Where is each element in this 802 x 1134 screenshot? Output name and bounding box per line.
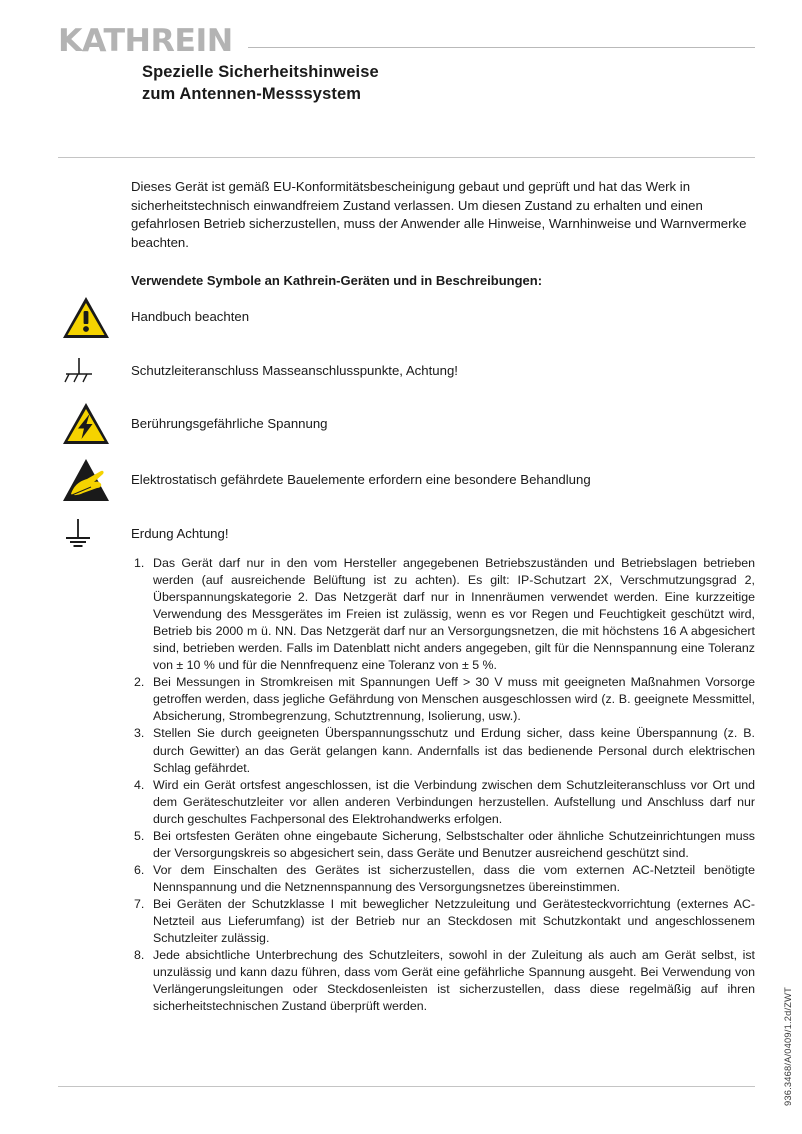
page-title-line-2: zum Antennen-Messsystem bbox=[142, 84, 361, 103]
intro-section bbox=[131, 178, 755, 288]
list-item-number: 4. bbox=[134, 777, 145, 792]
list-item-number: 6. bbox=[134, 862, 145, 877]
list-item bbox=[131, 725, 755, 776]
symbol-legend-list bbox=[55, 288, 755, 560]
document-code: 936.3468/A/0409/1.2d/ZWT bbox=[783, 986, 793, 1106]
list-item-text: Vor dem Einschalten des Gerätes ist sicherzustellen, dass die vom externen AC-Netzteil benötigte Nennspannung und die Netznennspannung des Versorgungsnetzes übereinstimmen. bbox=[153, 862, 755, 894]
kathrein-logo: KATHREIN bbox=[58, 23, 233, 59]
list-item bbox=[131, 777, 755, 828]
page-header bbox=[0, 0, 802, 130]
intro-paragraph: Dieses Gerät ist gemäß EU-Konformitätsbescheinigung gebaut und geprüft und hat das Werk in sicherheitstechnisch einwandfreiem Zustand verlassen. Um diesen Zustand zu erhalten und einen gefahrlosen Betrieb sicherzustellen, muss der Anwender alle Hinweise, Warnhinweise und Warnvermerke beachten. bbox=[131, 179, 747, 251]
warning-triangle-exclamation-icon bbox=[55, 295, 131, 340]
symbol-row-schutzleiter bbox=[55, 346, 755, 396]
earth-ground-icon bbox=[55, 514, 131, 554]
list-item-text: Stellen Sie durch geeigneten Überspannungsschutz und Erdung sicher, dass keine Überspannung (z. B. durch Gewitter) an das Gerät gelangen kann. Andernfalls ist das bedienende Personal durch elektrischen Schlag gefährdet. bbox=[153, 726, 755, 775]
list-item-number: 7. bbox=[134, 896, 145, 911]
page-title-line-1: Spezielle Sicherheitshinweise bbox=[142, 63, 379, 81]
list-item-text: Wird ein Gerät ortsfest angeschlossen, ist die Verbindung zwischen dem Schutzleiteranschluss vor Ort und dem Geräteschutzleiter vor allen anderen Verbindungen herzustellen. Aufstellung und Anschluss darf nur durch geschultes Fachpersonal des Elektrohandwerks erfolgen. bbox=[153, 777, 755, 826]
symbol-row-spannung bbox=[55, 396, 755, 451]
list-item bbox=[131, 828, 755, 862]
symbol-label: Erdung Achtung! bbox=[131, 526, 229, 542]
list-item-text: Bei ortsfesten Geräten ohne eingebaute Sicherung, Selbstschalter oder ähnliche Schutzeinrichtungen muss der Versorgungskreis so abgesichert sein, dass Geräte und Benutzer ausreichend geschützt sind. bbox=[153, 828, 755, 860]
symbol-label: Elektrostatisch gefährdete Bauelemente erfordern eine besondere Behandlung bbox=[131, 471, 591, 487]
header-divider-rule bbox=[58, 157, 755, 158]
logo-divider-rule bbox=[248, 47, 755, 48]
list-item-text: Jede absichtliche Unterbrechung des Schutzleiters, sowohl in der Zuleitung als auch am Gerät selbst, ist unzulässig und kann dazu führen, dass vom Gerät eine gefährliche Spannung ausgeht. Bei Verwendung von Verlängerungsleitungen oder Steckdosenleisten ist sicherzustellen, dass diese regelmäßig auf ihren sicherheitstechnischen Zustand überprüft werden. bbox=[153, 948, 755, 1014]
warning-triangle-lightning-icon bbox=[55, 401, 131, 446]
list-item-number: 1. bbox=[134, 556, 145, 570]
symbol-label: Berührungsgefährliche Spannung bbox=[131, 415, 328, 431]
list-item bbox=[131, 896, 755, 947]
protective-earth-ground-icon bbox=[55, 352, 131, 390]
list-item-number: 3. bbox=[134, 726, 145, 741]
list-item bbox=[131, 947, 755, 1015]
symbol-row-esd bbox=[55, 451, 755, 508]
list-item bbox=[131, 674, 755, 725]
list-item-text: Bei Geräten der Schutzklasse I mit beweglicher Netzzuleitung und Gerätesteckvorrichtung (externes AC-Netzteil aus Lieferumfang) ist der Betrieb nur an Steckdosen mit Schutzkontakt und angeschlossenem Schutzleiter zulässig. bbox=[153, 896, 755, 946]
footer-divider-rule bbox=[58, 1086, 755, 1087]
list-item-text: Das Gerät darf nur in den vom Hersteller angegebenen Betriebszuständen und Betriebslagen betrieben werden (auf ausreichende Belüftung ist zu achten). Es gilt: IP-Schutzart 2X, Verschmutzungsgrad 2, Überspannungskategorie 2. Das Netzgerät darf nur in Innenräumen verwendet werden. Eine kurzzeitige Verwendung des Messgerätes im Freien ist zulässig, wenn es vor Regen und Feuchtigkeit geschützt wird, Betrieb bis 2000 m ü. NN. Das Netzgerät darf nur an Versorgungsnetzen, die mit höchstens 16 A abgesichert sind, betrieben werden. Falls im Datenblatt nicht anders angegeben, gilt für die Nennspannung eine Toleranz von ± 10 % und für die Nennfrequenz eine Toleranz von ± 5 %. bbox=[153, 556, 755, 673]
symbols-heading: Verwendete Symbole an Kathrein-Geräten und in Beschreibungen: bbox=[131, 272, 543, 288]
symbol-row-erdung bbox=[55, 508, 755, 560]
list-item bbox=[131, 555, 755, 674]
symbol-label: Schutzleiteranschluss Masseanschlusspunkte, Achtung! bbox=[131, 363, 458, 379]
list-item-number: 2. bbox=[134, 675, 145, 690]
list-item-number: 8. bbox=[134, 948, 145, 963]
list-item-number: 5. bbox=[134, 828, 145, 843]
symbol-row-handbuch bbox=[55, 288, 755, 346]
list-item-text: Bei Messungen in Stromkreisen mit Spannungen Ueff > 30 V muss mit geeigneten Maßnahmen Vorsorge getroffen werden, dass jegliche Gefährdung von Menschen ausgeschlossen wird (z. B. geeignete Messmittel, Absicherung, Strombegrenzung, Schutztrennung, Isolierung, usw.). bbox=[153, 675, 755, 724]
safety-notes-list bbox=[131, 555, 755, 1015]
symbol-label: Handbuch beachten bbox=[131, 309, 250, 325]
esd-sensitive-hand-icon bbox=[55, 457, 131, 503]
list-item bbox=[131, 862, 755, 896]
page-title bbox=[142, 62, 379, 106]
